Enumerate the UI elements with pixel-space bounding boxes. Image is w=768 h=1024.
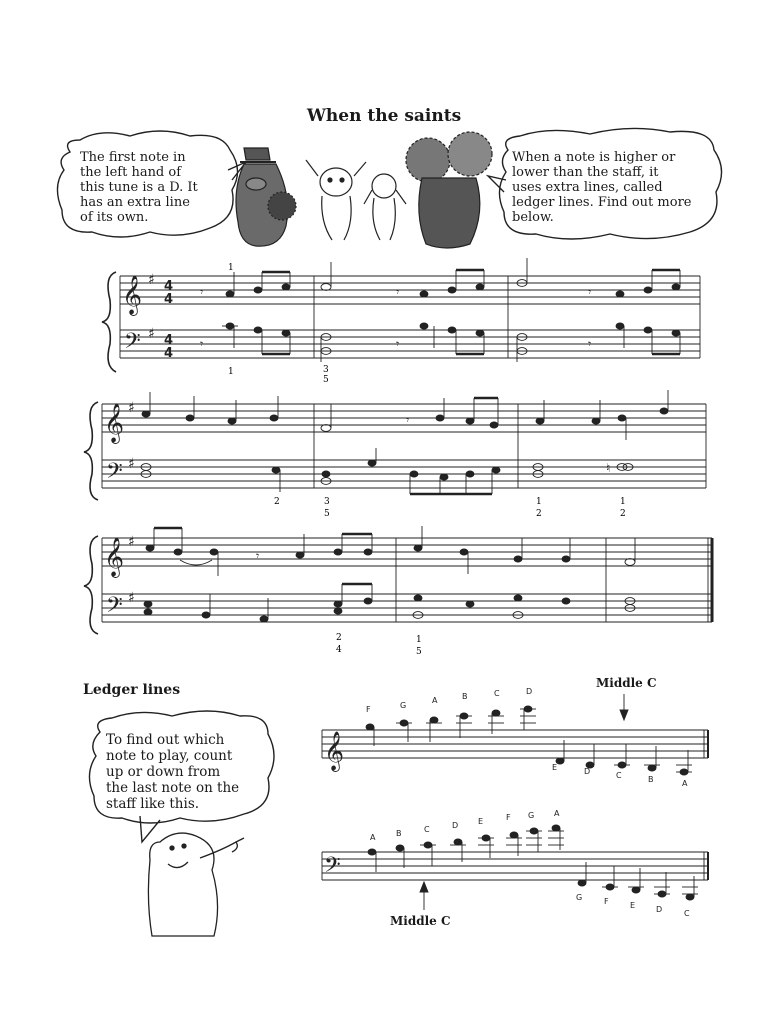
- note-label: C: [424, 825, 430, 834]
- bass-clef-icon: 𝄢: [124, 329, 141, 359]
- note-label: F: [366, 705, 371, 714]
- cartoon-children: [306, 160, 406, 240]
- fingering: 1: [620, 497, 626, 507]
- sharp-icon: ♯: [128, 534, 135, 550]
- fingering: 1: [228, 367, 234, 377]
- note-label: D: [452, 821, 459, 830]
- treble-clef-icon: 𝄞: [122, 275, 143, 315]
- cartoon-pointing-figure: [148, 833, 244, 936]
- sharp-icon: ♯: [128, 400, 135, 416]
- fingering: 1: [228, 263, 234, 273]
- note-label: D: [584, 767, 591, 776]
- bass-ledger-staff: [322, 825, 708, 910]
- note-label: G: [576, 893, 583, 902]
- note-label: E: [478, 817, 484, 826]
- fingering: 1: [536, 497, 542, 507]
- svg-text:𝄾: 𝄾: [406, 413, 410, 427]
- note-label: C: [684, 909, 690, 918]
- note-label: E: [630, 901, 636, 910]
- note-label: G: [400, 701, 407, 710]
- treble-clef-icon: 𝄞: [324, 731, 345, 771]
- svg-text:𝄾: 𝄾: [396, 285, 400, 299]
- treble-clef-icon: 𝄞: [104, 403, 125, 443]
- score-system-3: [84, 526, 712, 634]
- note-label: B: [648, 775, 654, 784]
- sharp-icon: ♯: [148, 326, 155, 342]
- note-label: C: [494, 689, 500, 698]
- note-label: F: [506, 813, 511, 822]
- note-label: A: [432, 696, 438, 705]
- note-label: B: [396, 829, 402, 838]
- fingering: 1: [416, 635, 422, 645]
- cartoon-hat-figure: [236, 148, 296, 246]
- note-label: F: [604, 897, 609, 906]
- svg-text:𝄾: 𝄾: [256, 549, 260, 563]
- bubble-left-text: The first note in the left hand of this tune is a D. It has an extra line of its own.: [80, 150, 198, 225]
- fingering: 3: [323, 365, 329, 375]
- fingering: 4: [336, 645, 342, 655]
- note-label: G: [528, 811, 535, 820]
- svg-text:𝄾: 𝄾: [396, 337, 400, 351]
- bubble-bottom-text: To find out which note to play, count up or down from the last note on the staff like this.: [106, 732, 240, 812]
- time-signature-bottom: 4: [164, 292, 174, 307]
- bubble-right-text: When a note is higher or lower than the staff, it uses extra lines, called ledger lines. Find out more below.: [512, 150, 692, 225]
- sharp-icon: ♯: [128, 590, 135, 606]
- bass-clef-icon: 𝄢: [324, 853, 341, 883]
- fingering: 2: [274, 497, 280, 507]
- fingering: 3: [324, 497, 330, 507]
- fingering: 5: [324, 509, 330, 519]
- note-label: E: [552, 763, 558, 772]
- svg-text:𝄾: 𝄾: [588, 337, 592, 351]
- note-label: D: [656, 905, 663, 914]
- fingering: 2: [536, 509, 542, 519]
- sharp-icon: ♯: [148, 272, 155, 288]
- note-label: D: [526, 687, 533, 696]
- note-label: C: [616, 771, 622, 780]
- note-label: A: [554, 809, 560, 818]
- section-title: Ledger lines: [83, 682, 181, 698]
- fingering: 2: [336, 633, 342, 643]
- sharp-icon: ♯: [128, 456, 135, 472]
- note-label: A: [370, 833, 376, 842]
- time-signature-top: 4: [164, 333, 174, 348]
- fingering: 2: [620, 509, 626, 519]
- score-system-2: [84, 390, 706, 500]
- middle-c-label-treble: Middle C: [596, 676, 657, 690]
- bass-clef-icon: 𝄢: [106, 593, 123, 623]
- svg-text:𝄾: 𝄾: [200, 285, 204, 299]
- time-signature-top: 4: [164, 279, 174, 294]
- fingering: 5: [416, 647, 422, 657]
- svg-text:𝄾: 𝄾: [588, 285, 592, 299]
- bass-clef-icon: 𝄢: [106, 459, 123, 489]
- time-signature-bottom: 4: [164, 346, 174, 361]
- treble-clef-icon: 𝄞: [104, 537, 125, 577]
- middle-c-label-bass: Middle C: [390, 914, 451, 928]
- cartoon-flower-figure: [406, 132, 492, 248]
- score-system-1: [102, 258, 700, 372]
- page-title: When the saints: [306, 106, 462, 126]
- fingering: 5: [323, 375, 329, 385]
- natural-icon: ♮: [606, 461, 611, 475]
- treble-ledger-staff: [322, 694, 708, 775]
- svg-text:𝄾: 𝄾: [200, 337, 204, 351]
- note-label: A: [682, 779, 688, 788]
- note-label: B: [462, 692, 468, 701]
